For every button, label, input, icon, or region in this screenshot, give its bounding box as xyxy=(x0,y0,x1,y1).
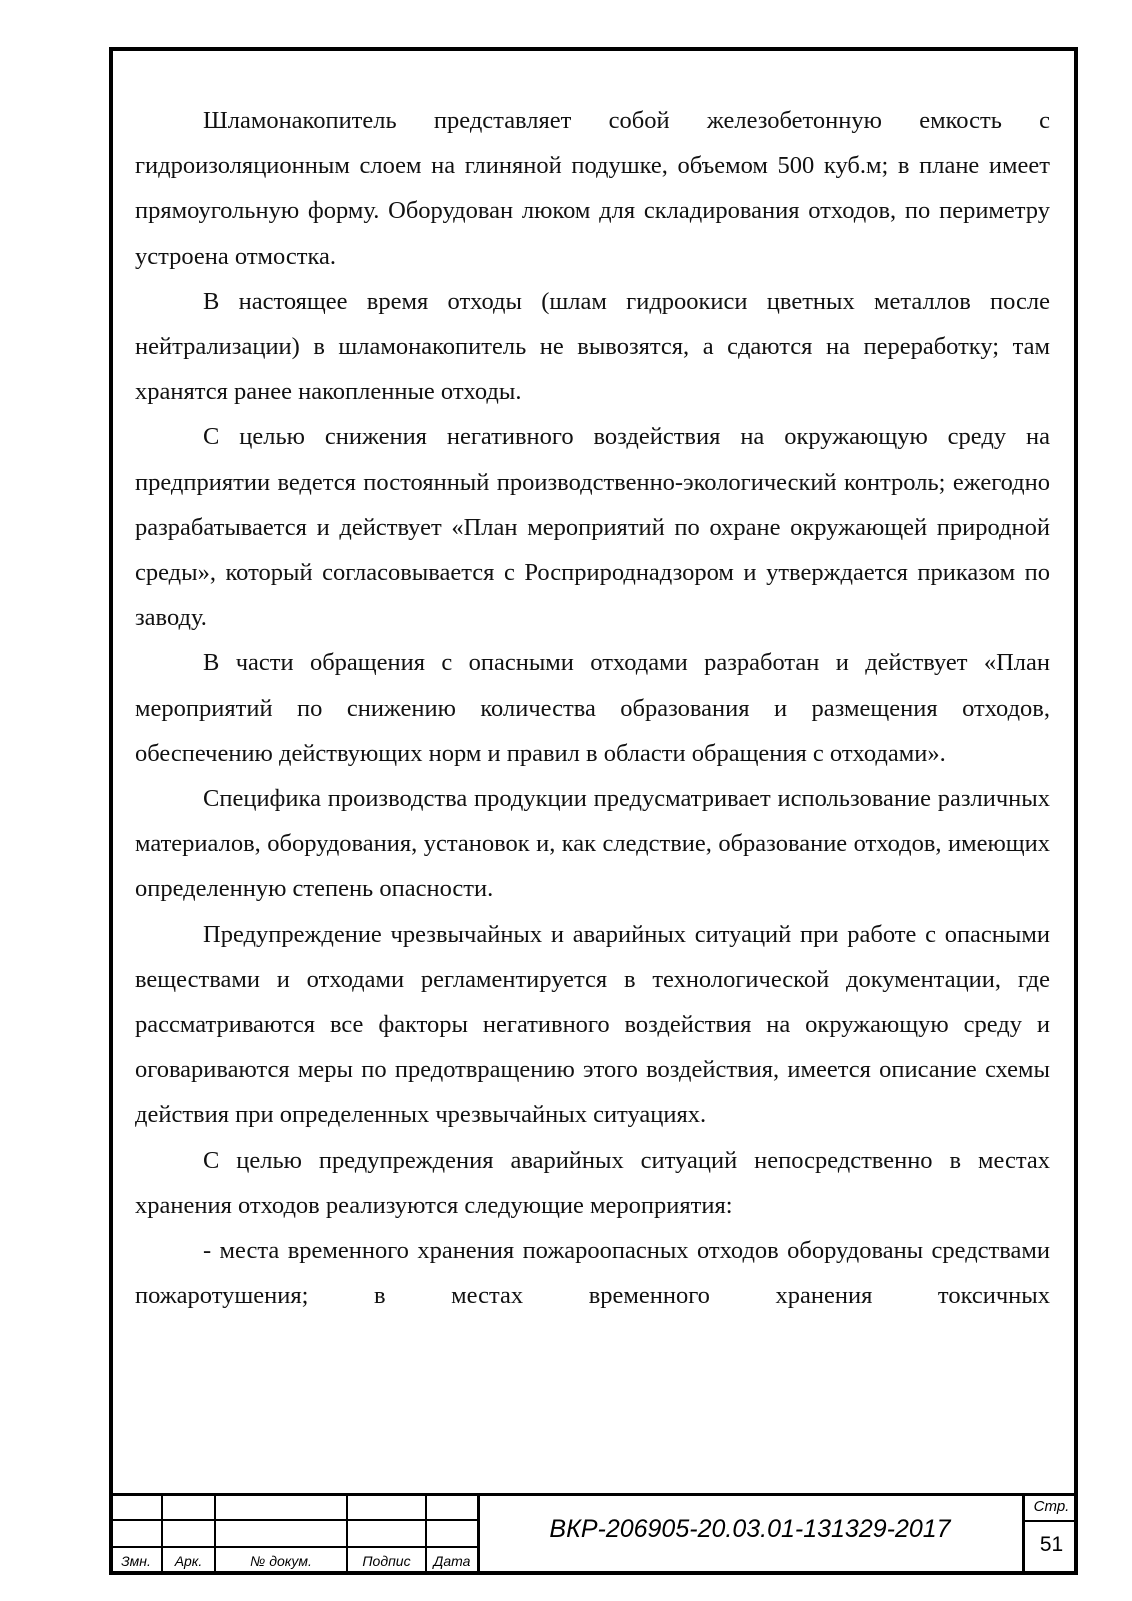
label-doc-number: № докум. xyxy=(250,1553,312,1569)
grid-col-line xyxy=(477,1493,480,1575)
document-code: ВКР-206905-20.03.01-131329-2017 xyxy=(549,1515,951,1543)
grid-row-line xyxy=(109,1546,479,1548)
paragraph: В настоящее время отходы (шлам гидроокиси цветных металлов после нейтрализации) в шламонакопитель не вывозятся, а сдаются на переработку; там хранятся ранее накопленные отходы. xyxy=(135,287,1050,406)
paragraph: Предупреждение чрезвычайных и аварийных ситуаций при работе с опасными веществами и отходами регламентируется в технологической документации, где рассматриваются все факторы негативного воздействия на окружающую среду и оговариваются меры по предотвращению этого воздействия, имеется описание схемы действия при определенных чрезвычайных ситуациях. xyxy=(135,920,1050,1129)
page-cell-divider xyxy=(1022,1520,1078,1522)
title-block xyxy=(109,1493,1078,1575)
paragraph: Специфика производства продукции предусматривает использование различных материалов, оборудования, установок и, как следствие, образование отходов, имеющих определенную степень опасности. xyxy=(135,785,1050,903)
page-number: 51 xyxy=(1039,1533,1064,1556)
title-block-top-border xyxy=(109,1493,1078,1496)
paragraph: С целью предупреждения аварийных ситуаций непосредственно в местах хранения отходов реализуются следующие мероприятия: xyxy=(135,1146,1050,1219)
label-date: Дата xyxy=(433,1553,471,1569)
label-signature: Подпис xyxy=(362,1553,411,1569)
grid-row-line xyxy=(109,1519,479,1521)
page-label: Стр. xyxy=(1033,1498,1070,1515)
paragraph: Шламонакопитель представляет собой железобетонную емкость с гидроизоляционным слоем на глиняной подушке, объемом 500 куб.м; в плане имеет прямоугольную форму. Оборудован люком для складирования отходов, по периметру устроена отмостка. xyxy=(135,107,1050,270)
paragraph: В части обращения с опасными отходами разработан и действует «План мероприятий по снижению количества образования и размещения отходов, обеспечению действующих норм и правил в области обращения с отходами». xyxy=(135,649,1050,767)
body-text xyxy=(135,98,1050,1318)
paragraph: С целью снижения негативного воздействия на окружающую среду на предприятии ведется постоянный производственно-экологический контроль; ежегодно разрабатывается и действует «План мероприятий по охране окружающей природной среды», который согласовывается с Росприроднадзором и утверждается приказом по заводу. xyxy=(135,423,1050,632)
paragraph: - места временного хранения пожароопасных отходов оборудованы средствами пожаротушения; в местах временного хранения токсичных xyxy=(135,1237,1050,1310)
label-change: Змн. xyxy=(121,1553,151,1569)
label-sheet: Арк. xyxy=(174,1553,203,1569)
